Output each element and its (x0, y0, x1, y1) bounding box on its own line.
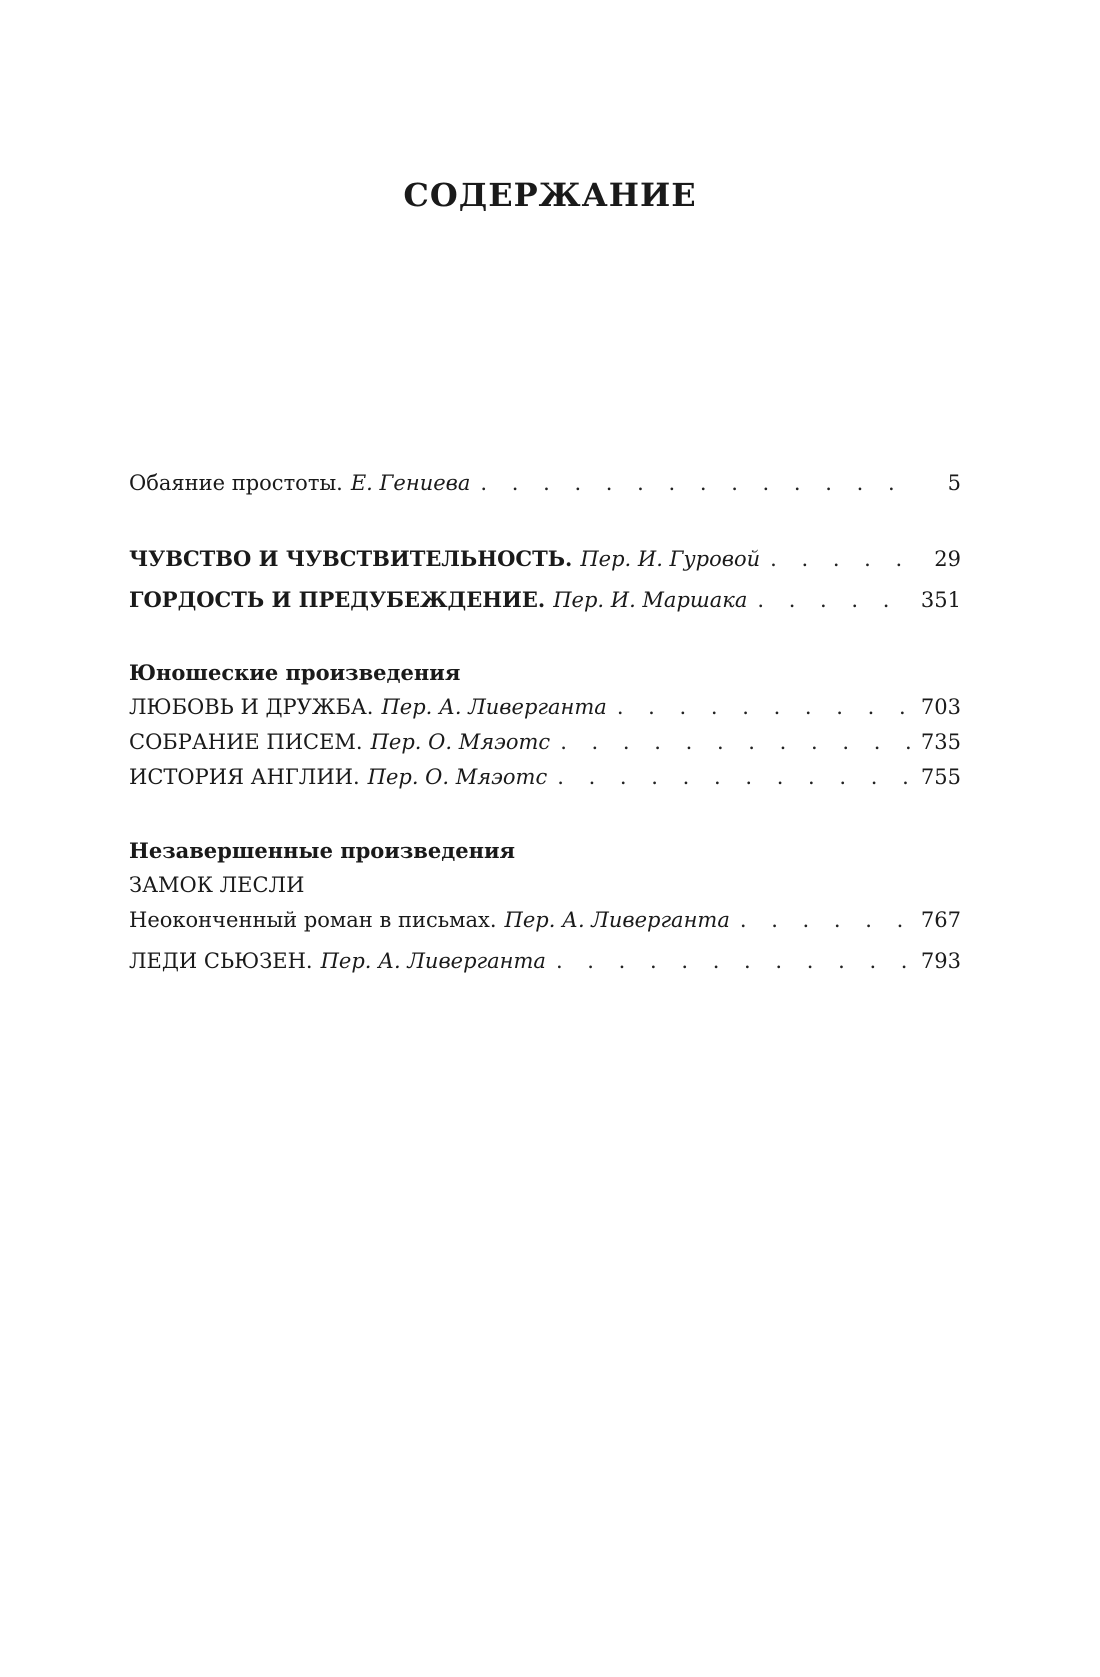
page-number: 735 (920, 730, 961, 754)
dot-leader (740, 903, 913, 938)
entry-translator: Пер. А. Ливерганта (320, 949, 546, 973)
page-number: 29 (934, 547, 961, 571)
entry-translator: Пер. И. Маршака (553, 588, 748, 612)
section-heading-unfinished: Незавершенные произведения (129, 838, 516, 863)
toc-entry-lesley-castle[interactable] (129, 903, 961, 938)
page-number: 5 (947, 471, 961, 495)
entry-translator: Пер. А. Ливерганта (381, 695, 607, 719)
entry-title: ИСТОРИЯ АНГЛИИ. (129, 765, 360, 789)
entry-translator: Пер. О. Мяэотс (370, 730, 551, 754)
toc-entry-pride-and-prejudice[interactable] (129, 582, 961, 617)
dot-leader (770, 542, 915, 577)
page-number: 767 (920, 908, 961, 932)
dot-leader (557, 760, 913, 795)
toc-entry-history-of-england[interactable] (129, 760, 961, 795)
page-number: 793 (920, 949, 961, 973)
entry-title: ЛЕДИ СЬЮЗЕН. (129, 949, 313, 973)
toc-entry-lady-susan[interactable] (129, 944, 961, 979)
dot-leader (617, 690, 913, 725)
page-number: 703 (920, 695, 961, 719)
page-number: 755 (920, 765, 961, 789)
page-title: СОДЕРЖАНИЕ (403, 176, 697, 214)
entry-title: Обаяние простоты. (129, 471, 343, 495)
entry-author: Е. Гениева (350, 471, 471, 495)
toc-entry-collection-of-letters[interactable] (129, 725, 961, 760)
entry-title: ЛЮБОВЬ И ДРУЖБА. (129, 695, 374, 719)
entry-title: СОБРАНИЕ ПИСЕМ. (129, 730, 363, 754)
page-number: 351 (920, 588, 961, 612)
dot-leader (757, 583, 913, 618)
dot-leader (560, 725, 913, 760)
entry-title: ГОРДОСТЬ И ПРЕДУБЕЖДЕНИЕ. (129, 587, 546, 612)
toc-entry-lesley-castle-title[interactable]: ЗАМОК ЛЕСЛИ (129, 873, 305, 897)
dot-leader (480, 466, 915, 501)
toc-entry-love-and-friendship[interactable] (129, 690, 961, 725)
entry-translator: Пер. И. Гуровой (580, 547, 761, 571)
toc-entry-intro[interactable] (129, 466, 961, 501)
entry-title: ЧУВСТВО И ЧУВСТВИТЕЛЬНОСТЬ. (129, 546, 573, 571)
entry-translator: Пер. О. Мяэотс (367, 765, 548, 789)
table-of-contents (129, 466, 961, 979)
section-heading-juvenilia: Юношеские произведения (129, 660, 461, 685)
toc-entry-sense-and-sensibility[interactable] (129, 541, 961, 576)
dot-leader (556, 944, 913, 979)
entry-title: Неоконченный роман в письмах. (129, 908, 497, 932)
entry-translator: Пер. А. Ливерганта (504, 908, 730, 932)
